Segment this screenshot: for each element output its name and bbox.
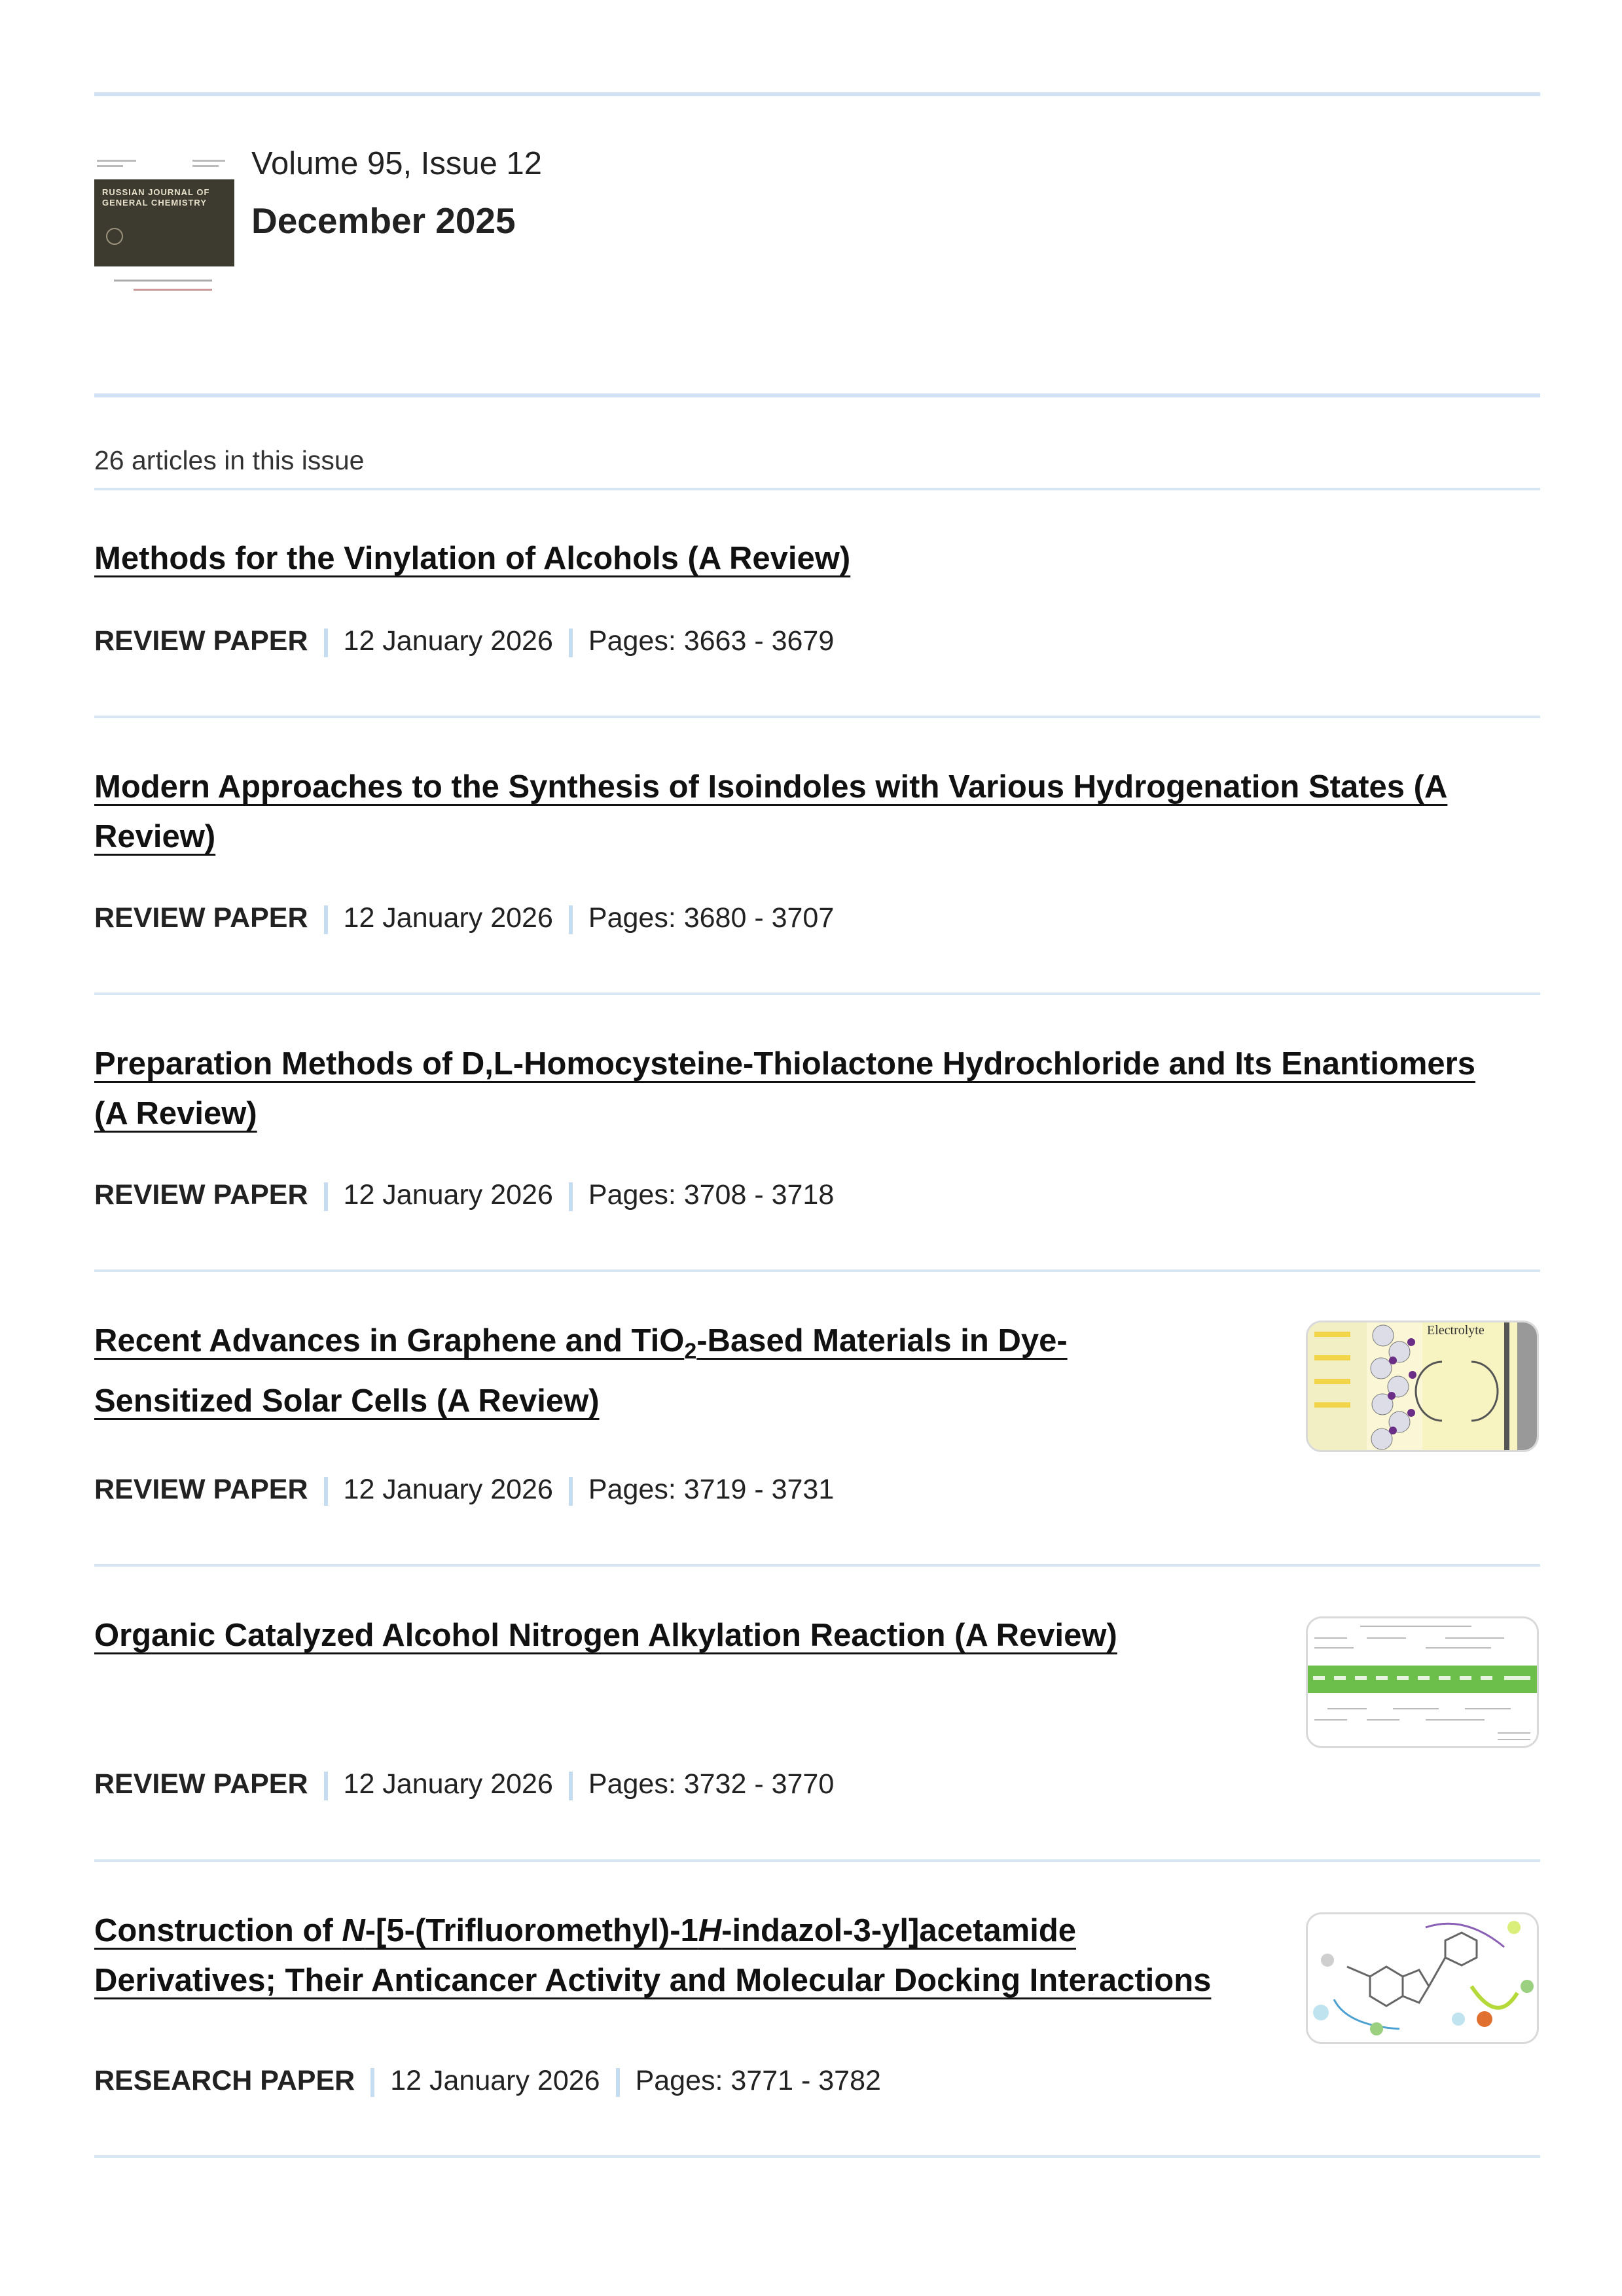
article-graphical-abstract[interactable] <box>1306 1912 1539 2044</box>
article-pages: Pages: 3680 - 3707 <box>588 902 835 934</box>
article-date: 12 January 2026 <box>390 2065 600 2096</box>
cover-journal-title: RUSSIAN JOURNAL OF GENERAL CHEMISTRY <box>102 187 210 208</box>
meta-separator <box>569 629 573 657</box>
issue-date: December 2025 <box>251 200 516 241</box>
count-divider <box>94 488 1540 490</box>
article-type: REVIEW PAPER <box>94 625 308 657</box>
meta-separator <box>569 1772 573 1800</box>
article-meta <box>94 2065 881 2097</box>
meta-separator <box>324 1772 328 1800</box>
article-item <box>94 1039 1540 1139</box>
article-pages: Pages: 3719 - 3731 <box>588 1474 835 1505</box>
article-date: 12 January 2026 <box>343 1179 553 1211</box>
article-pages: Pages: 3708 - 3718 <box>588 1179 835 1211</box>
article-title-link[interactable]: Recent Advances in Graphene and TiO$_2$-Based Materials in Dye- Sensitized Solar Cells (A Review) <box>94 1323 1068 1419</box>
article-graphical-abstract[interactable] <box>1306 1321 1539 1452</box>
meta-separator <box>324 1477 328 1506</box>
article-title-link[interactable]: Preparation Methods of D,L-Homocysteine-Thiolactone Hydrochloride and Its Enantiomers (A Review) <box>94 1046 1475 1131</box>
article-title-link[interactable]: Organic Catalyzed Alcohol Nitrogen Alkylation Reaction (A Review) <box>94 1618 1117 1653</box>
article-date: 12 January 2026 <box>343 625 553 657</box>
solar-cell-diagram <box>1308 1322 1537 1450</box>
article-type: REVIEW PAPER <box>94 902 308 934</box>
meta-separator <box>569 1477 573 1506</box>
article-divider <box>94 2155 1540 2158</box>
meta-separator <box>324 905 328 934</box>
article-divider <box>94 716 1540 718</box>
article-type: REVIEW PAPER <box>94 1474 308 1505</box>
article-item <box>94 534 1540 583</box>
article-meta <box>94 1474 834 1506</box>
article-title-link[interactable]: Construction of N-[5-(Trifluoromethyl)-1H-indazol-3-yl]acetamide Derivatives; Their Anticancer Activity and Molecular Docking Interactions <box>94 1913 1212 1998</box>
article-meta <box>94 1768 834 1800</box>
article-item <box>94 1906 1246 2005</box>
article-divider <box>94 993 1540 995</box>
meta-separator <box>370 2068 374 2097</box>
article-meta <box>94 1179 834 1211</box>
article-divider <box>94 1269 1540 1272</box>
article-graphical-abstract[interactable] <box>1306 1616 1539 1748</box>
meta-separator <box>324 629 328 657</box>
article-divider <box>94 1564 1540 1567</box>
article-type: RESEARCH PAPER <box>94 2065 355 2096</box>
article-item <box>94 1316 1207 1426</box>
article-title-link[interactable]: Modern Approaches to the Synthesis of Isoindoles with Various Hydrogenation States (A Review) <box>94 769 1448 854</box>
article-type: REVIEW PAPER <box>94 1768 308 1800</box>
article-divider <box>94 1859 1540 1862</box>
article-date: 12 January 2026 <box>343 1768 553 1800</box>
article-title-link[interactable]: Methods for the Vinylation of Alcohols (A Review) <box>94 541 851 576</box>
article-item <box>94 1611 1207 1660</box>
article-pages: Pages: 3732 - 3770 <box>588 1768 835 1800</box>
article-count: 26 articles in this issue <box>94 445 365 475</box>
meta-separator <box>616 2068 620 2097</box>
meta-separator <box>569 1182 573 1211</box>
header-divider <box>94 393 1540 397</box>
article-date: 12 January 2026 <box>343 1474 553 1505</box>
article-item <box>94 762 1540 862</box>
top-divider <box>94 92 1540 96</box>
article-pages: Pages: 3663 - 3679 <box>588 625 835 657</box>
meta-separator <box>569 905 573 934</box>
thumb-electrolyte-label: Electrolyte <box>1427 1323 1485 1338</box>
article-meta <box>94 625 834 657</box>
article-date: 12 January 2026 <box>343 902 553 934</box>
journal-cover-image[interactable] <box>94 155 234 329</box>
issue-volume: Volume 95, Issue 12 <box>251 146 543 181</box>
article-pages: Pages: 3771 - 3782 <box>635 2065 881 2096</box>
article-type: REVIEW PAPER <box>94 1179 308 1211</box>
timeline-diagram <box>1308 1618 1537 1746</box>
article-meta <box>94 902 834 934</box>
meta-separator <box>324 1182 328 1211</box>
docking-diagram <box>1308 1914 1537 2042</box>
